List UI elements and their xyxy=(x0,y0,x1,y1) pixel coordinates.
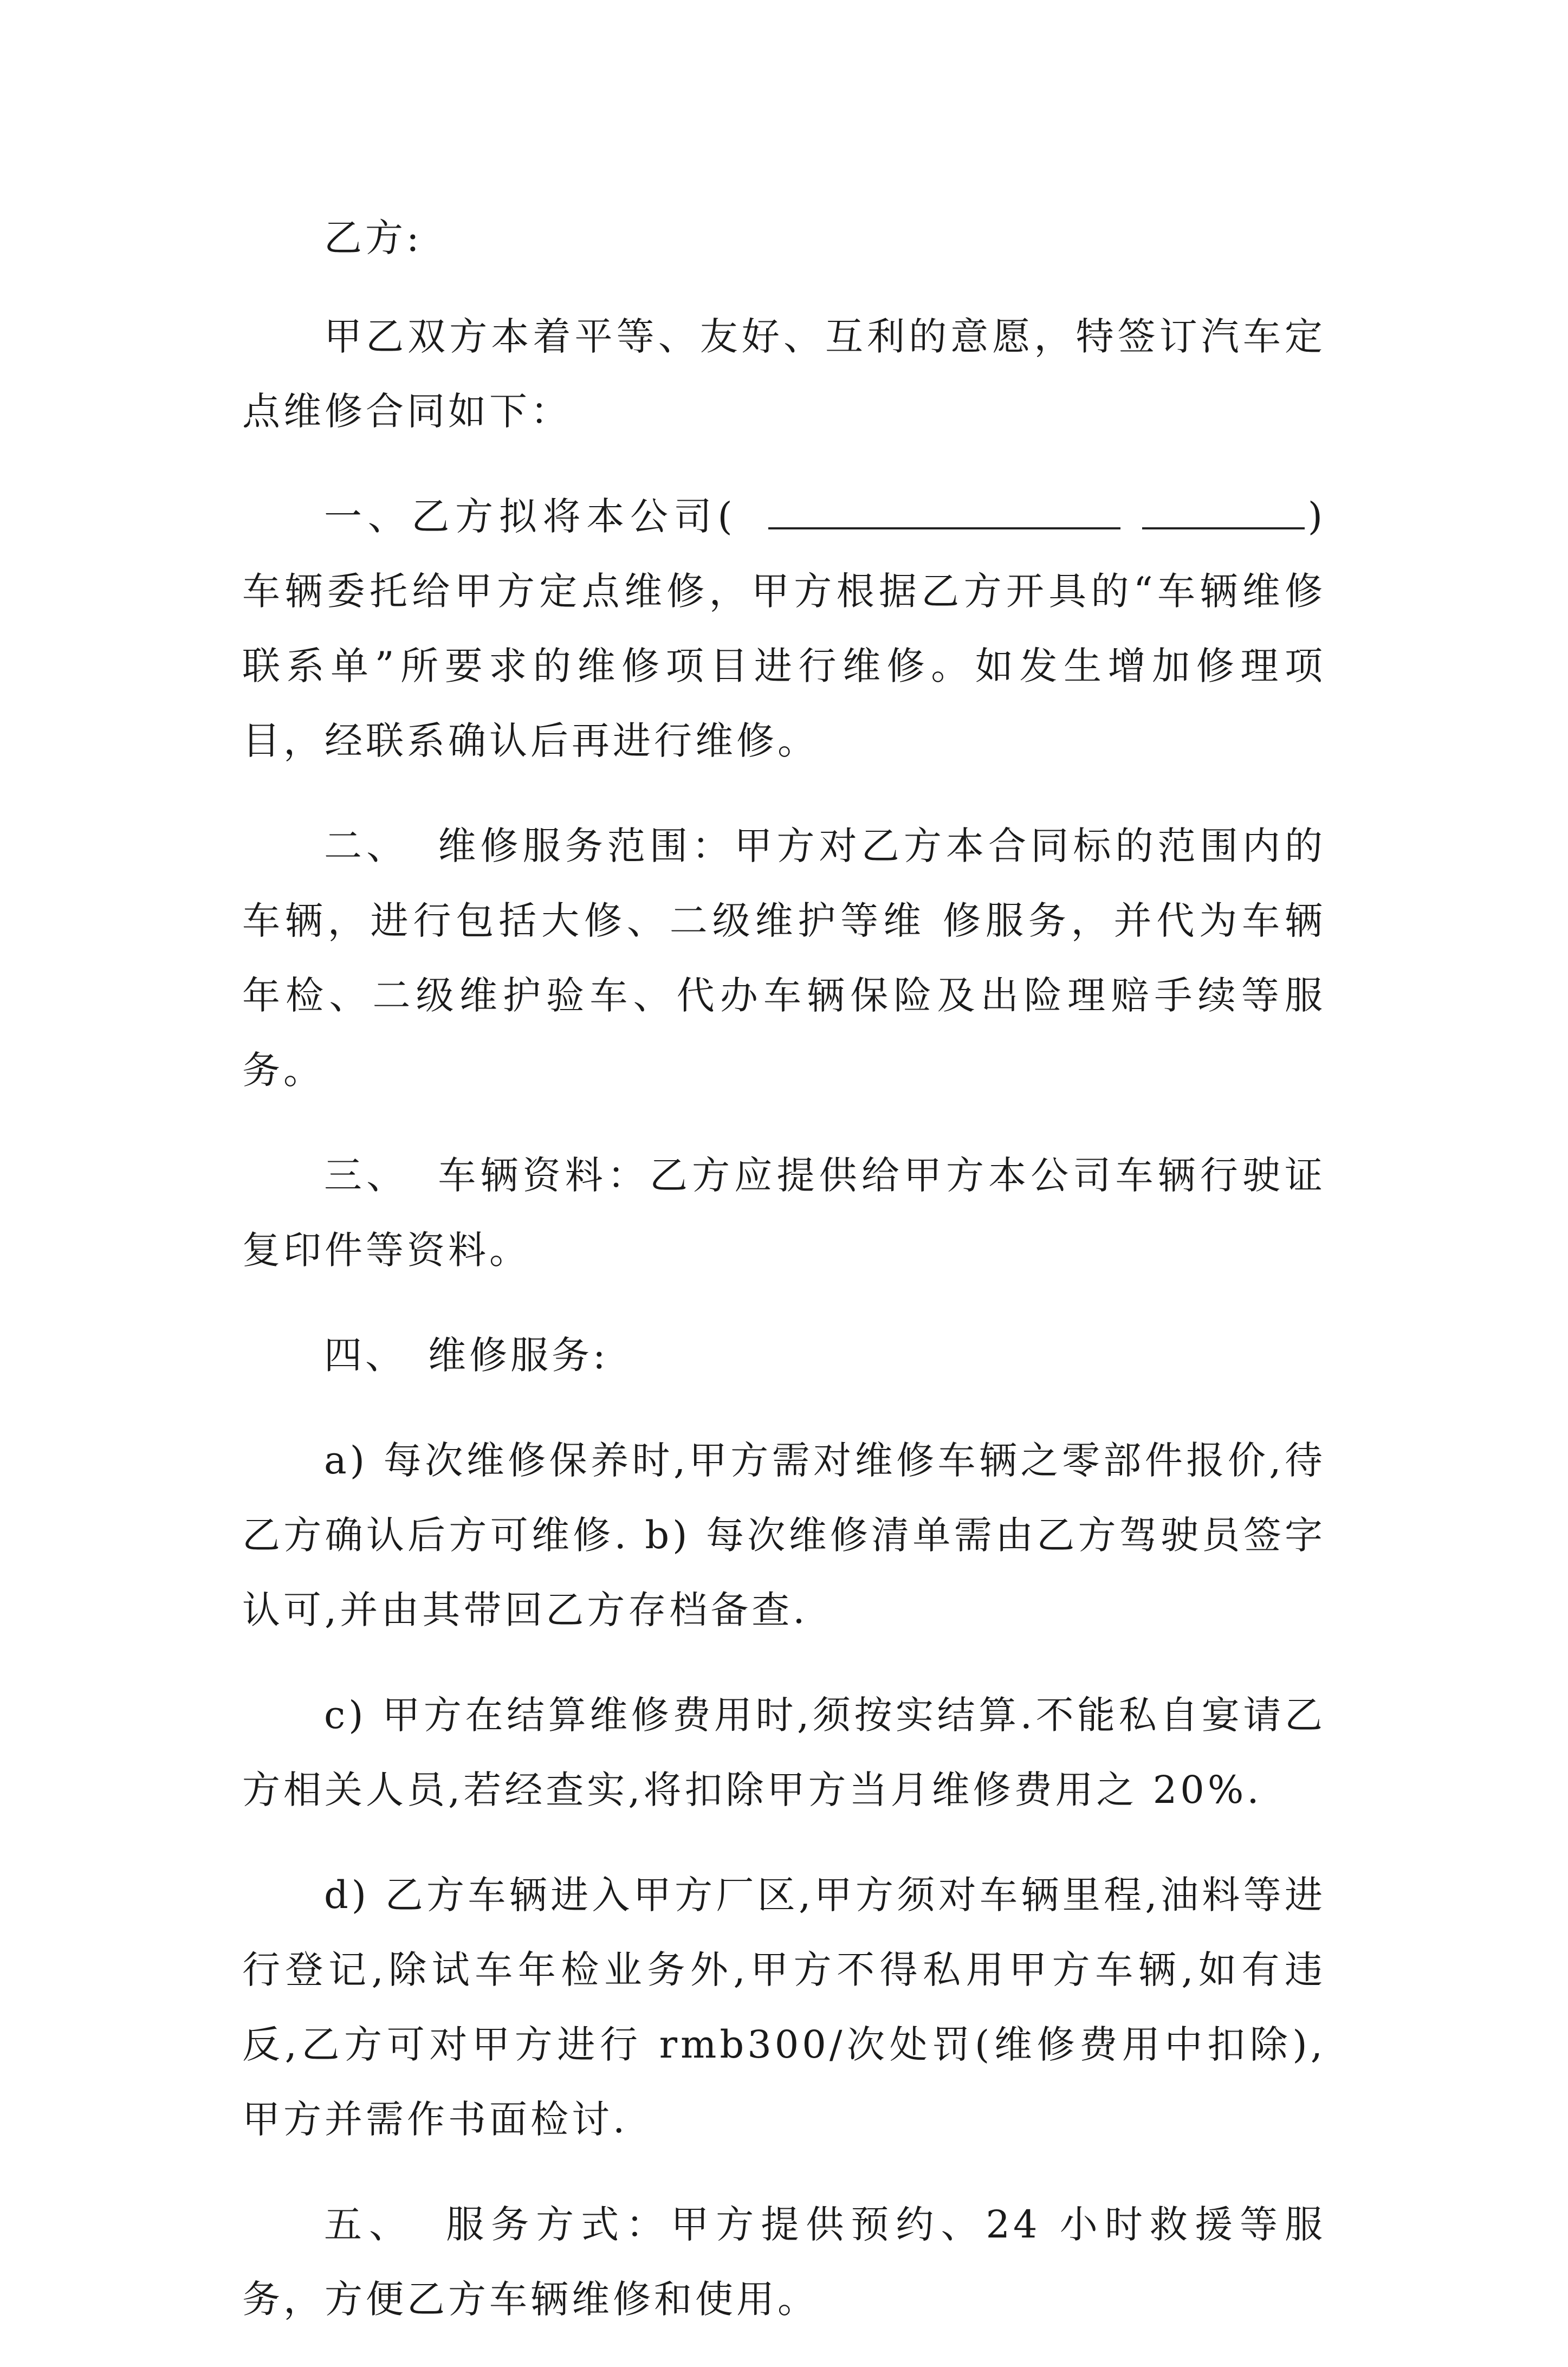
item-d: d) 乙方车辆进入甲方厂区,甲方须对车辆里程,油料等进行登记,除试车年检业务外,甲方不得私用甲方车辆,如有违反,乙方可对甲方进行 rmb300/次处罚(维修费用中扣除),甲方并需作书面检讨. xyxy=(242,1873,1326,2142)
item-a-b: a) 每次维修保养时,甲方需对维修车辆之零部件报价,待乙方确认后方可维修. b) 每次维修清单需由乙方驾驶员签字认可,并由其带回乙方存档备查. xyxy=(242,1438,1326,1632)
clause-5-number: 五、 xyxy=(324,2202,414,2247)
clause-1-lead: 一、乙方拟将本公司( xyxy=(324,494,736,539)
party-b-line: 乙方: xyxy=(324,216,423,260)
clause-2 xyxy=(242,809,1326,1108)
clause-4-body: 维修服务: xyxy=(428,1333,609,1377)
item-c: c) 甲方在结算维修费用时,须按实结算.不能私自宴请乙方相关人员,若经查实,将扣除甲方当月维修费用之 20%. xyxy=(242,1693,1326,1812)
clause-4 xyxy=(242,1318,1326,1393)
clause-3-number: 三、 xyxy=(324,1153,409,1198)
clause-5 xyxy=(242,2187,1326,2337)
clause-2-body: 维修服务范围：甲方对乙方本合同标的范围内的车辆，进行包括大修、二级维护等维 修服务，并代为车辆年检、二级维护验车、代办车辆保险及出险理赔手续等服务。 xyxy=(242,824,1326,1092)
document-body xyxy=(242,201,1326,2367)
company-blank-field-2 xyxy=(1142,494,1305,529)
clause-4-number: 四、 xyxy=(324,1333,406,1377)
clause-1-body: 车辆委托给甲方定点维修，甲方根据乙方开具的“车辆维修联系单”所要求的维修项目进行维修。如发生增加修理项目，经联系确认后再进行维修。 xyxy=(242,569,1326,763)
clause-1 xyxy=(242,479,1326,778)
clause-2-number: 二、 xyxy=(324,824,409,868)
company-blank-field xyxy=(768,494,1120,529)
clause-3-body: 车辆资料：乙方应提供给甲方本公司车辆行驶证复印件等资料。 xyxy=(242,1153,1326,1272)
clause-5-body: 服务方式：甲方提供预约、24 小时救援等服务，方便乙方车辆维修和使用。 xyxy=(242,2202,1326,2321)
clause-3 xyxy=(242,1138,1326,1288)
clause-1-close: ) xyxy=(1307,494,1326,539)
contract-intro: 甲乙双方本着平等、友好、互利的意愿，特签订汽车定点维修合同如下： xyxy=(242,314,1326,434)
